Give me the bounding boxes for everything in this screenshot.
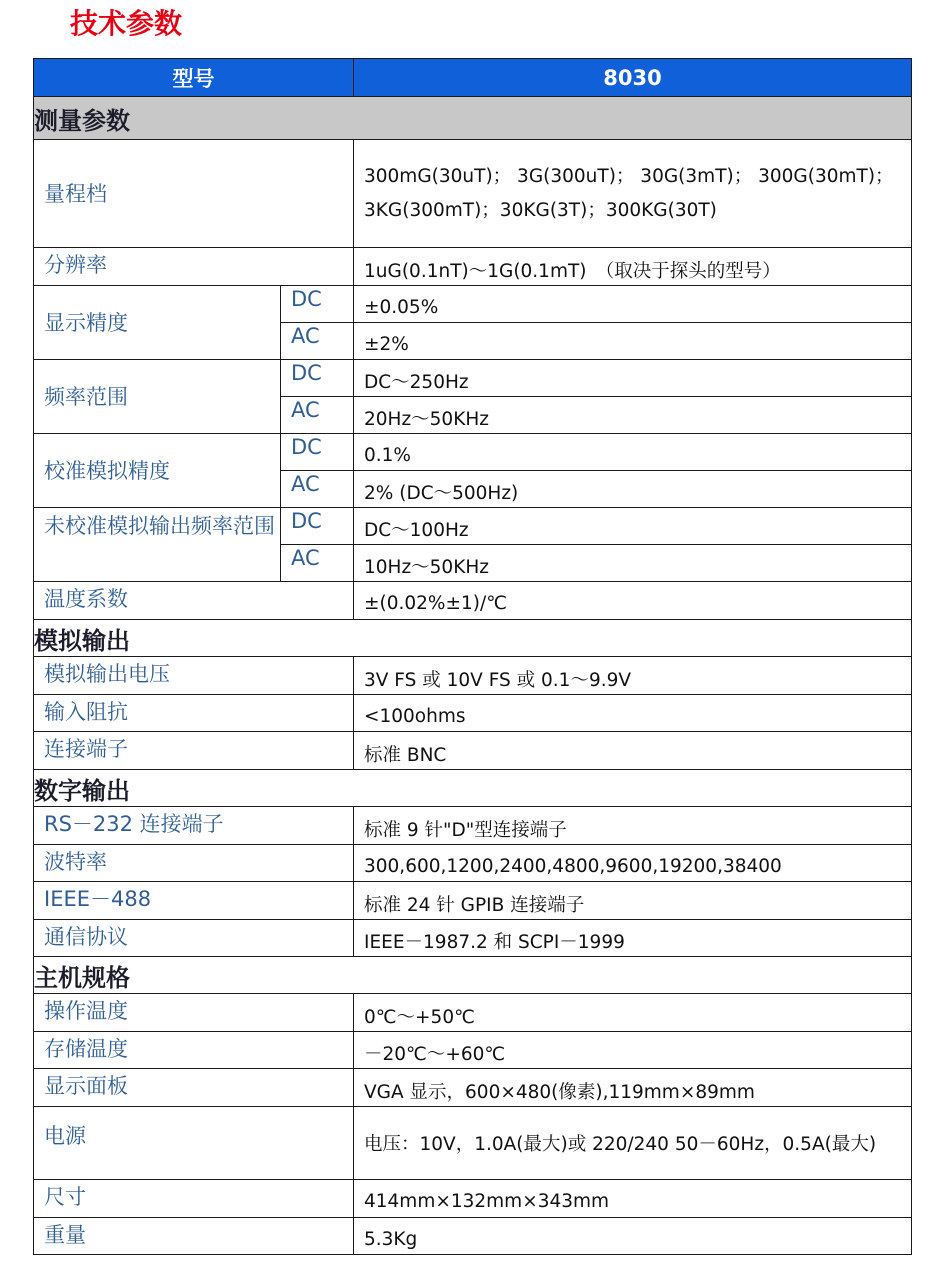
- row-value-operating-temp: 0℃～+50℃: [354, 994, 912, 1032]
- row-value-uncalibrated-analog-freq-ac: 10Hz～50KHz: [354, 545, 912, 582]
- row-value-input-impedance: <100ohms: [354, 695, 912, 732]
- sub-label-dc: DC: [281, 360, 354, 397]
- section-title-analog-output: 模拟输出: [34, 620, 912, 657]
- table-row: [34, 1069, 912, 1107]
- row-value-temp-coefficient: ±(0.02%±1)/℃: [354, 582, 912, 620]
- sub-label-dc: DC: [281, 434, 354, 471]
- row-label-ieee488: IEEE－488: [34, 882, 354, 920]
- row-label-display-panel: 显示面板: [34, 1069, 354, 1107]
- table-row: [34, 434, 912, 471]
- section-title-digital-output: 数字输出: [34, 770, 912, 807]
- row-label-temp-coefficient: 温度系数: [34, 582, 354, 620]
- row-value-protocol: IEEE－1987.2 和 SCPI－1999: [354, 920, 912, 957]
- row-label-operating-temp: 操作温度: [34, 994, 354, 1032]
- row-label-analog-connector: 连接端子: [34, 732, 354, 770]
- table-row: [34, 1107, 912, 1180]
- row-label-storage-temp: 存储温度: [34, 1032, 354, 1069]
- sub-label-ac: AC: [281, 545, 354, 582]
- model-header-value: 8030: [354, 59, 912, 97]
- row-label-frequency-range: 频率范围: [34, 360, 281, 434]
- table-row: [34, 1180, 912, 1218]
- table-row: [34, 360, 912, 397]
- row-value-storage-temp: －20℃～+60℃: [354, 1032, 912, 1069]
- row-value-rs232: 标准 9 针"D"型连接端子: [354, 807, 912, 845]
- table-row: [34, 920, 912, 957]
- sub-label-ac: AC: [281, 471, 354, 508]
- row-label-size: 尺寸: [34, 1180, 354, 1218]
- row-value-size: 414mm×132mm×343mm: [354, 1180, 912, 1218]
- row-value-analog-connector: 标准 BNC: [354, 732, 912, 770]
- sub-label-ac: AC: [281, 323, 354, 360]
- row-label-uncalibrated-analog-freq: 未校准模拟输出频率范围: [34, 508, 281, 582]
- table-row: [34, 882, 912, 920]
- row-value-analog-output-voltage: 3V FS 或 10V FS 或 0.1～9.9V: [354, 657, 912, 695]
- table-row: [34, 845, 912, 882]
- sub-label-dc: DC: [281, 286, 354, 323]
- row-value-frequency-range-ac: 20Hz～50KHz: [354, 397, 912, 434]
- table-row: [34, 140, 912, 248]
- row-value-weight: 5.3Kg: [354, 1218, 912, 1255]
- table-row: [34, 1032, 912, 1069]
- table-row: [34, 994, 912, 1032]
- section-row-analog-output: [34, 620, 912, 657]
- row-value-baud-rate: 300,600,1200,2400,4800,9600,19200,38400: [354, 845, 912, 882]
- row-label-weight: 重量: [34, 1218, 354, 1255]
- row-label-range: 量程档: [34, 140, 354, 248]
- row-label-baud-rate: 波特率: [34, 845, 354, 882]
- row-label-rs232: RS－232 连接端子: [34, 807, 354, 845]
- row-value-ieee488: 标准 24 针 GPIB 连接端子: [354, 882, 912, 920]
- row-label-display-accuracy: 显示精度: [34, 286, 281, 360]
- table-row: [34, 582, 912, 620]
- row-value-resolution: 1uG(0.1nT)～1G(0.1mT) （取决于探头的型号）: [354, 248, 912, 286]
- section-title-host-spec: 主机规格: [34, 957, 912, 994]
- table-row: [34, 657, 912, 695]
- row-label-calibrated-analog-accuracy: 校准模拟精度: [34, 434, 281, 508]
- model-header-label: 型号: [34, 59, 354, 97]
- table-row: [34, 807, 912, 845]
- row-value-calibrated-analog-accuracy-dc: 0.1%: [354, 434, 912, 471]
- row-value-display-accuracy-dc: ±0.05%: [354, 286, 912, 323]
- spec-table: [33, 58, 912, 1255]
- page-title: 技术参数: [70, 7, 183, 40]
- section-title-measurement: 测量参数: [34, 97, 912, 140]
- row-label-analog-output-voltage: 模拟输出电压: [34, 657, 354, 695]
- table-header-row: [34, 59, 912, 97]
- row-label-input-impedance: 输入阻抗: [34, 695, 354, 732]
- row-value-power: 电压：10V，1.0A(最大)或 220/240 50－60Hz，0.5A(最大): [354, 1107, 912, 1180]
- table-row: [34, 695, 912, 732]
- row-label-power: 电源: [34, 1107, 354, 1180]
- table-row: [34, 508, 912, 545]
- section-row-host-spec: [34, 957, 912, 994]
- table-row: [34, 732, 912, 770]
- row-value-frequency-range-dc: DC～250Hz: [354, 360, 912, 397]
- row-value-range: 300mG(30uT)； 3G(300uT)； 30G(3mT)； 300G(30mT)； 3KG(300mT)；30KG(3T)；300KG(30T): [354, 140, 912, 248]
- table-row: [34, 1218, 912, 1255]
- row-value-display-panel: VGA 显示，600×480(像素),119mm×89mm: [354, 1069, 912, 1107]
- row-label-protocol: 通信协议: [34, 920, 354, 957]
- row-value-uncalibrated-analog-freq-dc: DC～100Hz: [354, 508, 912, 545]
- sub-label-dc: DC: [281, 508, 354, 545]
- table-row: [34, 286, 912, 323]
- sub-label-ac: AC: [281, 397, 354, 434]
- section-row-digital-output: [34, 770, 912, 807]
- row-value-display-accuracy-ac: ±2%: [354, 323, 912, 360]
- row-value-calibrated-analog-accuracy-ac: 2% (DC～500Hz): [354, 471, 912, 508]
- row-label-resolution: 分辨率: [34, 248, 354, 286]
- section-row-measurement: [34, 97, 912, 140]
- table-row: [34, 248, 912, 286]
